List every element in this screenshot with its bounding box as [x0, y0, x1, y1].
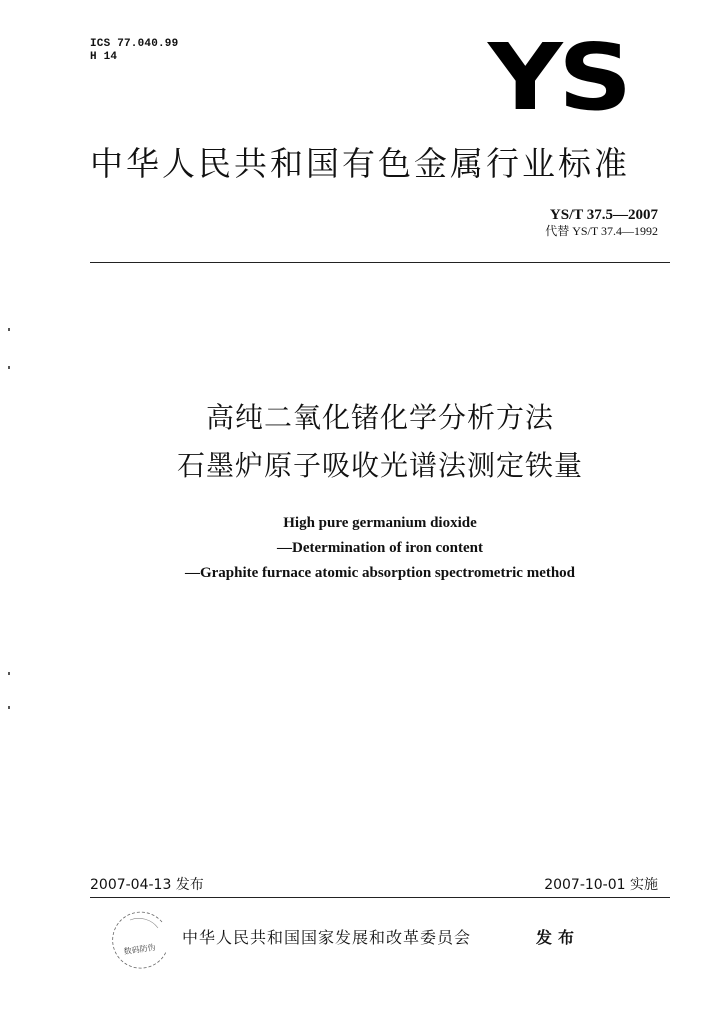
- chinese-title-line-1: 高纯二氧化锗化学分析方法: [205, 401, 554, 434]
- class-code: H 14: [90, 51, 118, 63]
- issue-label: 发布: [536, 928, 581, 947]
- scan-mark: [8, 706, 10, 709]
- replaces-standard: 代替 YS/T 37.4—1992: [545, 224, 658, 238]
- english-title-line-2: —Determination of iron content: [277, 540, 483, 556]
- ys-logo: YS: [488, 24, 628, 131]
- standard-category-title: 中华人民共和国有色金属行业标准: [90, 144, 630, 183]
- scan-mark: [8, 672, 10, 675]
- issue-date: 2007-04-13 发布: [90, 877, 204, 893]
- chinese-title-line-2: 石墨炉原子吸收光谱法测定铁量: [176, 449, 583, 482]
- bottom-divider: [90, 897, 670, 898]
- anti-counterfeit-seal-icon: [108, 910, 172, 974]
- ics-code: ICS 77.040.99: [90, 38, 179, 50]
- implementation-date: 2007-10-01 实施: [544, 877, 658, 893]
- scan-mark: [8, 366, 10, 369]
- seal-text: 数码防伪: [123, 942, 157, 957]
- top-divider: [90, 262, 670, 263]
- english-title-line-1: High pure germanium dioxide: [283, 515, 477, 531]
- standard-code: YS/T 37.5—2007: [549, 207, 658, 223]
- scan-mark: [8, 328, 10, 331]
- ics-classification: [90, 38, 178, 64]
- english-title-line-3: —Graphite furnace atomic absorption spectrometric method: [184, 565, 576, 581]
- issuing-authority: 中华人民共和国国家发展和改革委员会: [182, 928, 472, 947]
